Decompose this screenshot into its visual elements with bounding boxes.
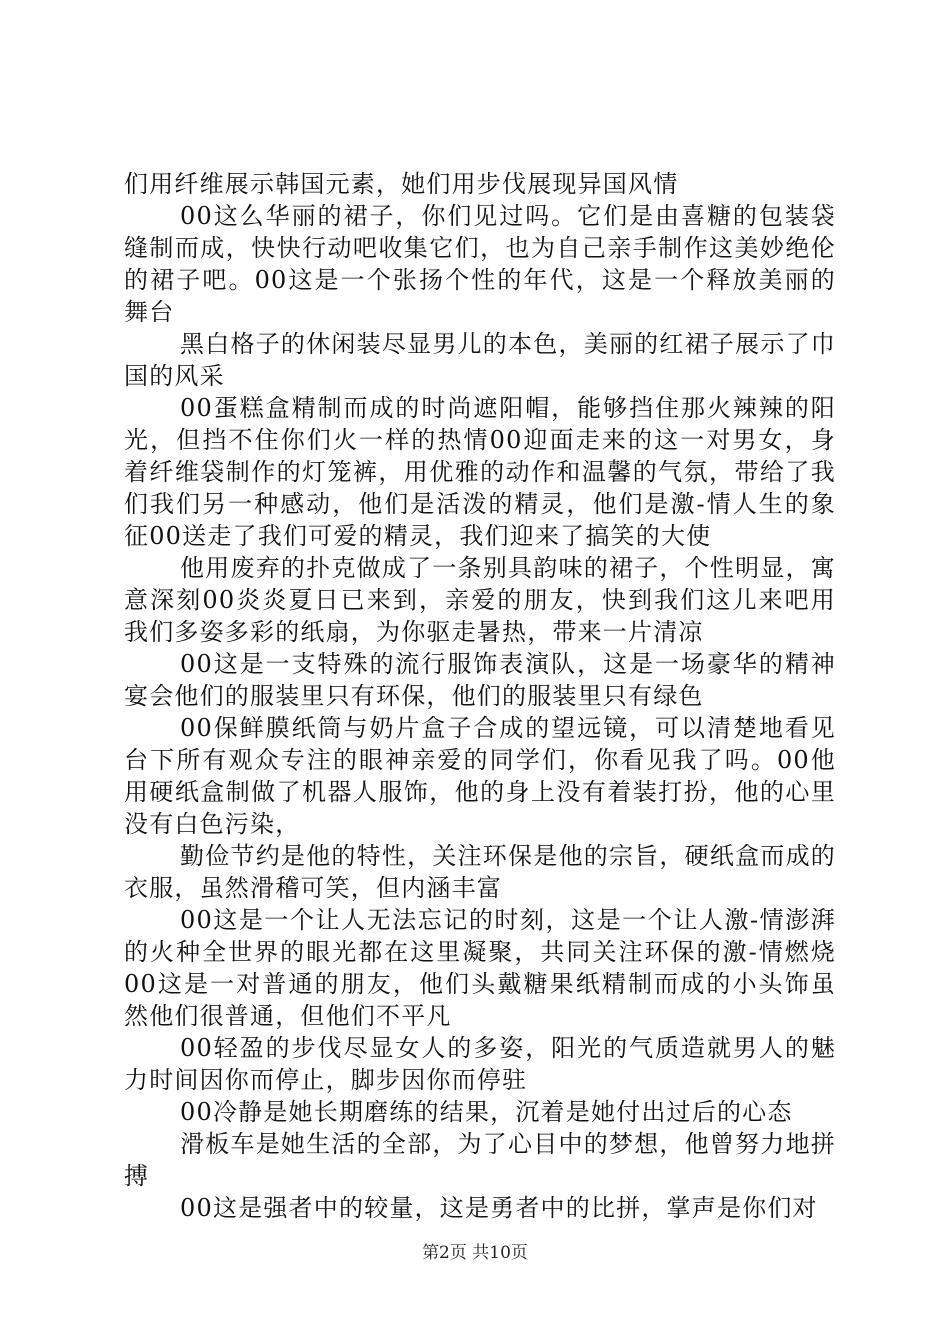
paragraph-11: 00冷静是她长期磨练的结果，沉着是她付出过后的心态: [180, 1098, 793, 1126]
paragraph-4: 00蛋糕盒精制而成的时尚遮阳帽，能够挡住那火辣辣的阳光，但挡不住你们火一样的热情00迎面走来的这一对男女，身着纤维袋制作的灯笼裤，用优雅的动作和温馨的气氛，带给了我们我们另一种感动，他们是活泼的精灵，他们是激-情人生的象征00送走了我们可爱的精灵，我们迎来了搞笑的大使: [124, 394, 836, 550]
paragraph-8: 勤俭节约是他的特性，关注环保是他的宗旨，硬纸盒而成的衣服，虽然滑稽可笑，但内涵丰富: [124, 842, 836, 902]
paragraph-1: 们用纤维展示韩国元素，她们用步伐展现异国风情: [124, 170, 679, 198]
paragraph-12: 滑板车是她生活的全部，为了心目中的梦想，他曾努力地拼搏: [124, 1130, 836, 1190]
paragraph-3: 黑白格子的休闲装尽显男儿的本色，美丽的红裙子展示了巾国的风采: [124, 330, 836, 390]
page-number-label: 第2页 共10页: [422, 1243, 528, 1263]
paragraph-9: 00这是一个让人无法忘记的时刻，这是一个让人激-情澎湃的火种全世界的眼光都在这里凝聚，共同关注环保的激-情燃烧00这是一对普通的朋友，他们头戴糖果纸精制而成的小头饰虽然他们很普通，但他们不平凡: [124, 906, 836, 1030]
paragraph-6: 00这是一支特殊的流行服饰表演队，这是一场豪华的精神宴会他们的服装里只有环保，他们的服装里只有绿色: [124, 650, 836, 710]
paragraph-13: 00这是强者中的较量，这是勇者中的比拼，掌声是你们对: [180, 1194, 818, 1222]
page-footer: [0, 1243, 950, 1263]
paragraph-5: 他用废弃的扑克做成了一条别具韵味的裙子，个性明显，寓意深刻00炎炎夏日已来到，亲爱的朋友，快到我们这儿来吧用我们多姿多彩的纸扇，为你驱走暑热，带来一片清凉: [124, 554, 836, 646]
paragraph-7: 00保鲜膜纸筒与奶片盒子合成的望远镜，可以清楚地看见台下所有观众专注的眼神亲爱的同学们，你看见我了吗。00他用硬纸盒制做了机器人服饰，他的身上没有着装打扮，他的心里没有白色污染，: [124, 714, 836, 838]
document-body: [124, 168, 836, 1224]
paragraph-2: 00这么华丽的裙子，你们见过吗。它们是由喜糖的包装袋缝制而成，快快行动吧收集它们，也为自己亲手制作这美妙绝伦的裙子吧。00这是一个张扬个性的年代，这是一个释放美丽的舞台: [124, 202, 836, 326]
paragraph-10: 00轻盈的步伐尽显女人的多姿，阳光的气质造就男人的魅力时间因你而停止，脚步因你而停驻: [124, 1034, 836, 1094]
